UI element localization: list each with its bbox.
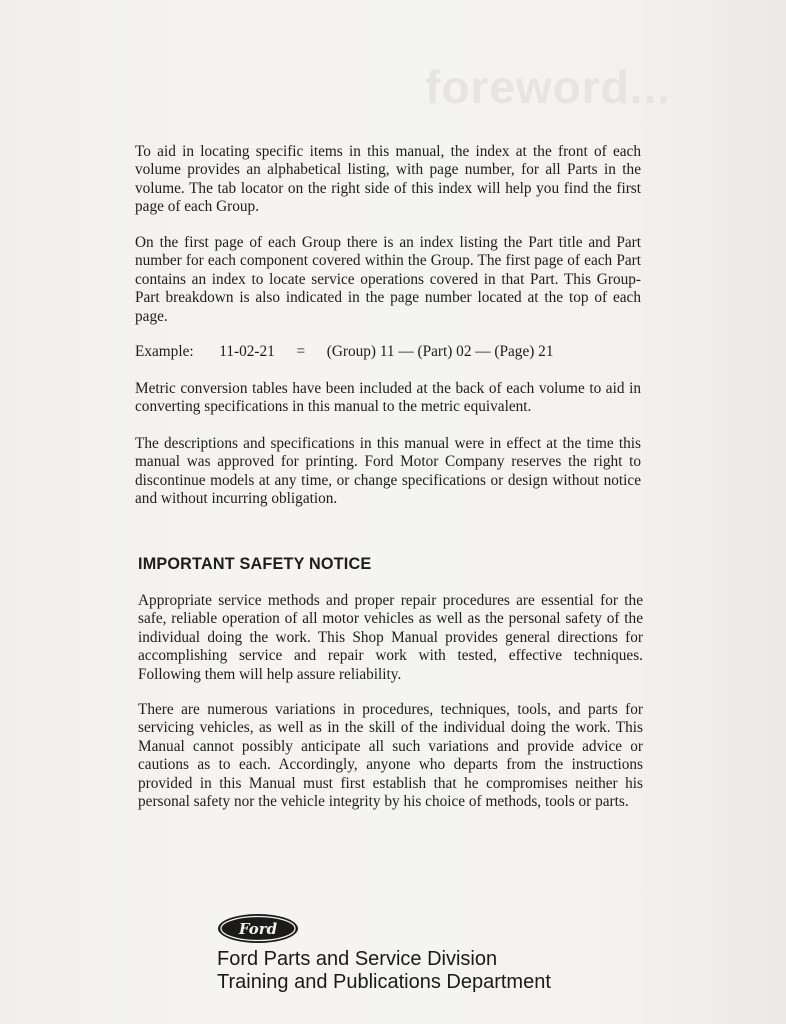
example-code: 11-02-21 <box>219 343 275 360</box>
safety-paragraph-1 <box>138 592 643 684</box>
svg-text:Ford: Ford <box>238 920 278 938</box>
safety-notice-heading: IMPORTANT SAFETY NOTICE <box>138 555 372 573</box>
paragraph-text: There are numerous variations in procedures, techniques, tools, and parts for servicing vehicles, as well as in the skill of the individual doing the work. This Manual cannot possibly anticipate all such variations and provide advice or cautions as to each. Accordingly, anyone who departs from the instructions provided in this Manual must first establish that he compromises neither his personal safety nor the vehicle integrity by his choice of methods, tools or parts. <box>138 701 643 811</box>
group-index-paragraph <box>135 234 641 326</box>
paragraph-text: Appropriate service methods and proper repair procedures are essential for the safe, reliable operation of all motor vehicles as well as the personal safety of the individual doing the work. This Shop Manual provides general directions for accomplishing service and repair work with tested, effective techniques. Following them will help assure reliability. <box>138 592 643 683</box>
example-breakdown: (Group) 11 — (Part) 02 — (Page) 21 <box>326 343 554 360</box>
division-name: Ford Parts and Service Division <box>217 948 498 970</box>
paragraph-text: The descriptions and specifications in this manual were in effect at the time this manual was approved for printing. Ford Motor Company reserves the right to discontinue models at any time, or change specifications or design without notice and without incurring obligation. <box>135 435 641 508</box>
department-name: Training and Publications Department <box>217 971 551 993</box>
example-label: Example: <box>135 343 194 360</box>
safety-paragraph-2 <box>138 701 643 811</box>
publisher-block <box>217 948 551 994</box>
bleed-through-title: foreword... <box>425 61 672 113</box>
paragraph-text: On the first page of each Group there is an index listing the Part title and Part number for each component covered within the Group. The first page of each Part contains an index to locate service operations covered in that Part. This Group-Part breakdown is also indicated in the page number located at the top of each page. <box>135 234 641 325</box>
index-paragraph <box>135 143 641 217</box>
specifications-paragraph <box>135 435 641 509</box>
page-number-example <box>135 343 553 361</box>
ford-logo-icon <box>217 913 299 944</box>
paragraph-text: Metric conversion tables have been included at the back of each volume to aid in converting specifications in this manual to the metric equivalent. <box>135 380 641 416</box>
example-equals: = <box>296 343 306 360</box>
paragraph-text: To aid in locating specific items in this manual, the index at the front of each volume provides an alphabetical listing, with page number, for all Parts in the volume. The tab locator on the right side of this index will help you find the first page of each Group. <box>135 143 641 216</box>
metric-paragraph <box>135 380 641 417</box>
